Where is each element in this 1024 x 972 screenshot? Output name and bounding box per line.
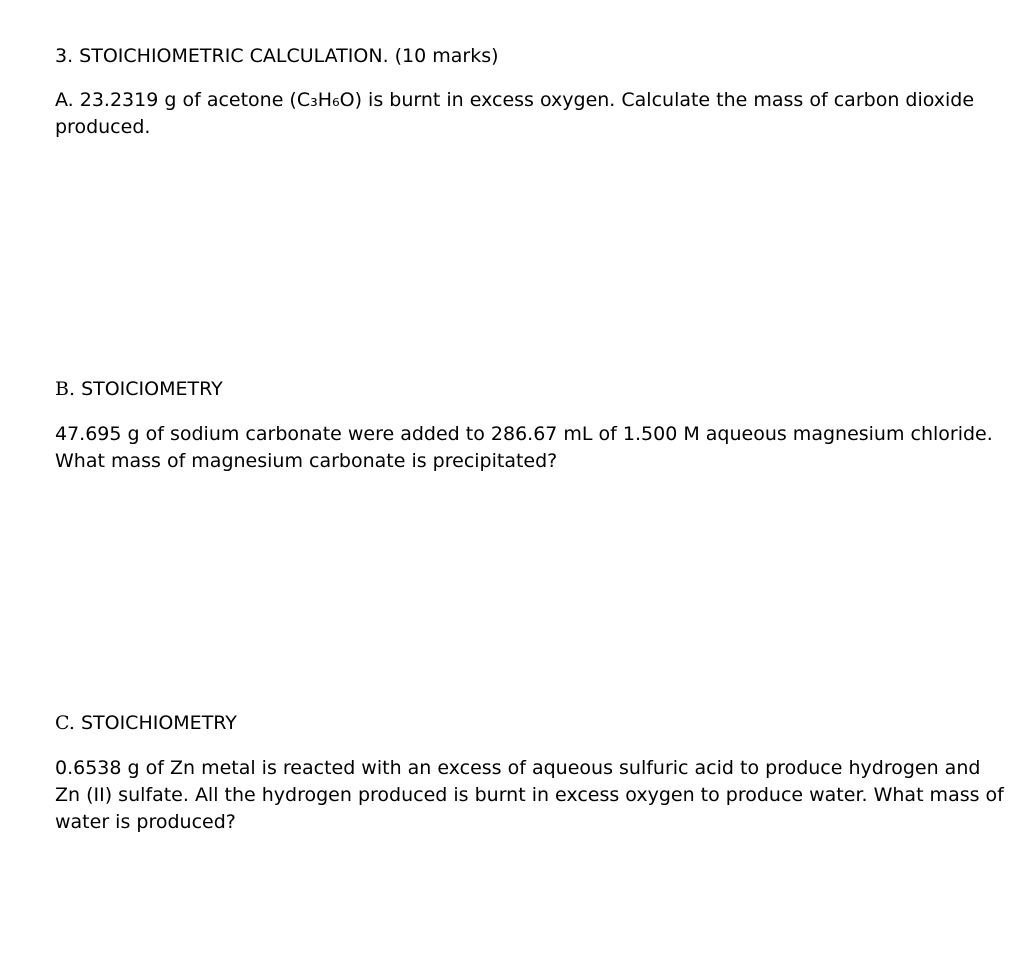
question-c-heading: [55, 710, 237, 737]
question-b-text: 47.695 g of sodium carbonate were added to 286.67 mL of 1.500 M aqueous magnesium chloride. What mass of magnesium carbonate is precipitated?: [55, 423, 993, 472]
question-c-text: 0.6538 g of Zn metal is reacted with an excess of aqueous sulfuric acid to produce hydrogen and Zn (II) sulfate. All the hydrogen produced is burnt in excess oxygen to produce water. What mass of water is produced?: [55, 757, 1004, 833]
question-b-heading-text: STOICIOMETRY: [81, 378, 223, 400]
question-a-text-before-formula: 23.2319 g of acetone (: [79, 89, 297, 111]
question-a-text-after-formula: ) is burnt in excess oxygen. Calculate the mass of carbon dioxide produced.: [55, 89, 975, 138]
question-b-label: B.: [55, 378, 76, 400]
question-b-heading: [55, 376, 223, 403]
question-c-label: C.: [55, 712, 75, 734]
page-title: 3. STOICHIOMETRIC CALCULATION. (10 marks): [55, 45, 499, 67]
acetone-formula: C₃H₆O: [296, 89, 355, 111]
question-a-text: [55, 87, 1005, 141]
question-a-label: A.: [55, 89, 74, 111]
question-c-heading-text: STOICHIOMETRY: [80, 712, 237, 734]
